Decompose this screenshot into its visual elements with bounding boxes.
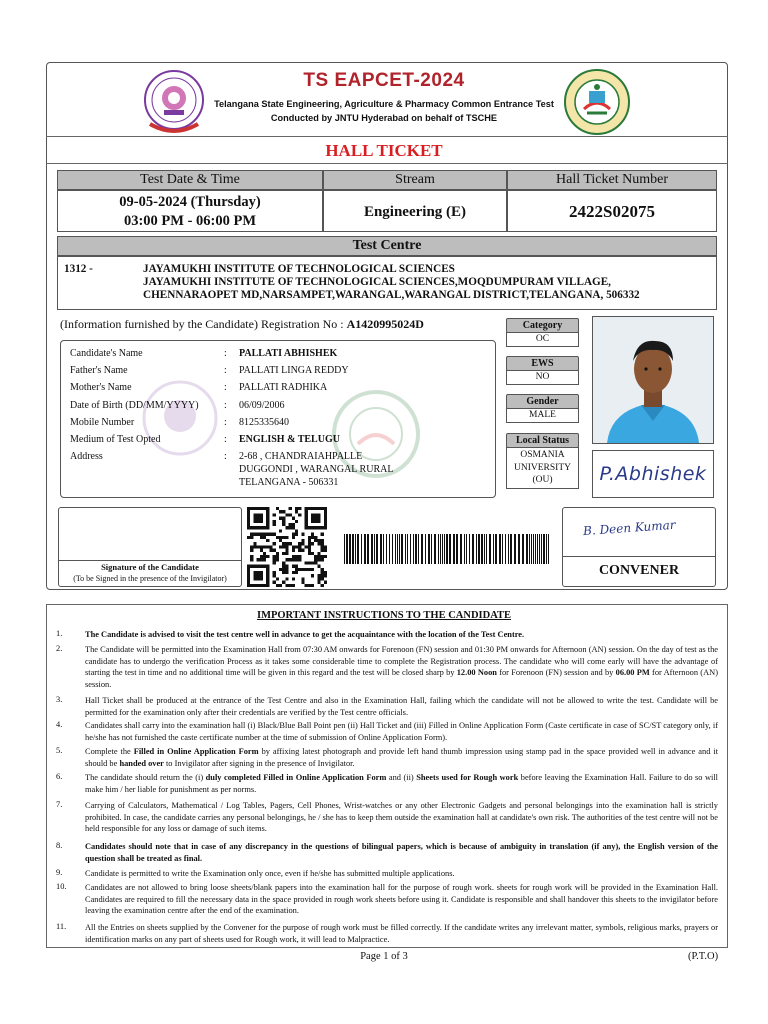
centre-code: 1312 - (64, 263, 93, 275)
centre-line-3: CHENNARAOPET MD,NARSAMPET,WARANGAL,WARANGAL DISTRICT,TELANGANA, 506332 (143, 289, 640, 301)
convener-area (562, 507, 716, 587)
exam-title: TS EAPCET-2024 (303, 70, 465, 91)
test-centre-header: Test Centre (57, 236, 717, 256)
colon: : (224, 400, 227, 411)
candidate-signature: P.Abhishek (599, 463, 707, 485)
address-line-1: 2-68 , CHANDRAIAHPALLE (239, 451, 363, 462)
registration-line (60, 317, 424, 332)
divider (46, 163, 728, 164)
label-father-name: Father's Name (70, 365, 128, 376)
colon: : (224, 451, 227, 462)
local-status-line: OSMANIA (520, 450, 565, 460)
label-mother-name: Mother's Name (70, 382, 132, 393)
registration-number: A1420995024D (346, 317, 424, 331)
colon: : (224, 382, 227, 393)
gender-value: MALE (506, 408, 579, 423)
category-value: OC (506, 332, 579, 347)
page-number: Page 1 of 3 (360, 951, 408, 962)
instruction-number: 6. (56, 772, 63, 781)
convener-divider (563, 556, 715, 557)
col-header-stream: Stream (323, 170, 507, 190)
signature-caption: Signature of the Candidate (101, 562, 199, 572)
instruction-number: 9. (56, 868, 63, 877)
address-line-2: DUGGONDI , WARANGAL RURAL (239, 464, 394, 475)
medium: ENGLISH & TELUGU (239, 434, 340, 445)
instructions-title: IMPORTANT INSTRUCTIONS TO THE CANDIDATE (256, 610, 512, 621)
label-mobile: Mobile Number (70, 417, 135, 428)
stream-cell (323, 190, 507, 232)
test-date: 09-05-2024 (Thursday) (119, 194, 261, 210)
instruction-text: The Candidate will be permitted into the Examination Hall from 07:30 AM onwards for Forenoon (FN) session and 01:30 PM onwards for Afternoon (AN) session. On the day of test as the candidate has to undergo the verification Process as it takes some considerable time to complete the Registration process. The candidate who will come early will have the advantage of starting the test in time and no additional time will be given in this regard and the test will be closed sharp by 12.00 Noon for Forenoon (FN) session and by 06.00 PM for Afternoon (AN) session. (85, 645, 718, 689)
gender-label: Gender (506, 394, 579, 409)
mother-name: PALLATI RADHIKA (239, 382, 328, 393)
instruction-text: Carrying of Calculators, Mathematical / Log Tables, Pagers, Cell Phones, Wrist-watches or any other Electronic Gadgets and personal belongings into the examination hall is strictly prohibited. In case, the candidate carries any personal belongings, he / she has to keep them outside the examination hall at candidate's own risk. The authorities of the test centre will not be held responsible for any loss or damage of such items. (85, 801, 718, 833)
dob: 06/09/2006 (239, 400, 285, 411)
instruction-number: 4. (56, 720, 63, 729)
candidate-signature-box (592, 450, 714, 498)
instruction-text: Complete the Filled in Online Application Form by affixing latest photograph and provide left hand thumb impression using stamp pad in the space provided well in advance and it should be handed over to Invigilator after signing in the presence of Invigilator. (85, 747, 718, 768)
category-label: Category (506, 318, 579, 333)
instruction-number: 10. (56, 882, 67, 891)
colon: : (224, 417, 227, 428)
qr-code (247, 507, 327, 587)
colon: : (224, 365, 227, 376)
label-address: Address (70, 451, 103, 462)
registration-label: (Information furnished by the Candidate) Registration No : (60, 317, 344, 331)
signature-line (59, 560, 241, 561)
father-name: PALLATI LINGA REDDY (239, 365, 349, 376)
instruction-text: Candidate is permitted to write the Examination only once, even if he/she has submitted multiple applications. (85, 869, 455, 878)
test-time: 03:00 PM - 06:00 PM (123, 213, 257, 229)
local-status-line: (OU) (532, 475, 553, 485)
col-header-htno: Hall Ticket Number (507, 170, 717, 190)
instruction-text: Candidates shall carry into the examination hall (i) Black/Blue Ball Point pen (ii) Hall Ticket and (iii) Filled in Online Application Form (Caste certificate in case of SC/ST category only, if he/she has not furnished the caste certificate number at the time of submission of Online Application Form). (85, 721, 718, 742)
instruction-text: The Candidate is advised to visit the test centre well in advance to get the acquaintance with the location of the Test Centre. (85, 630, 525, 639)
centre-line-2: JAYAMUKHI INSTITUTE OF TECHNOLOGICAL SCIENCES,MOQDUMPURAM VILLAGE, (143, 276, 611, 288)
pto-label: (P.T.O) (688, 951, 719, 962)
label-dob: Date of Birth (DD/MM/YYYY) (70, 400, 199, 411)
convener-signature: B. Deen Kumar (582, 517, 676, 539)
instruction-text: All the Entries on sheets supplied by the Convener for the purpose of rough work must be filled correctly. If the candidate writes any irrelevant matter, symbols, religious marks, prayers or identification marks on any part of sheets used for Rough work, it will lead to Malpractice. (85, 923, 718, 944)
instruction-number: 5. (56, 746, 63, 755)
label-medium: Medium of Test Opted (70, 434, 161, 445)
local-status-label: Local Status (506, 433, 579, 448)
candidate-photo (592, 316, 714, 444)
instruction-number: 2. (56, 644, 63, 653)
watermark-jntu-icon (140, 378, 220, 458)
instruction-text: Hall Ticket shall be produced at the entrance of the Test Centre and also in the Examination Hall, failing which the candidate will not be allowed to write the test. Candidate will be permitted for the examination only after their credentials are verified by the Test centre officials. (85, 696, 718, 717)
ews-value: NO (506, 370, 579, 385)
htno-cell (507, 190, 717, 232)
hall-ticket-number: 2422S02075 (569, 202, 655, 221)
instruction-number: 8. (56, 841, 63, 850)
instruction-number: 3. (56, 695, 63, 704)
centre-line-1: JAYAMUKHI INSTITUTE OF TECHNOLOGICAL SCIENCES (143, 263, 455, 275)
signature-caption-note: (To be Signed in the presence of the Invigilator) (73, 574, 227, 583)
candidate-signature-area (58, 507, 242, 587)
instruction-text: Candidates should note that in case of any discrepancy in the questions of bilingual papers, which is because of ambiguity in translation (if any), the English version of the question shall be treated as final. (85, 842, 718, 863)
colon: : (224, 434, 227, 445)
doc-title: HALL TICKET (325, 141, 443, 160)
local-status-line: UNIVERSITY (514, 462, 571, 473)
divider (46, 136, 728, 137)
stream-value: Engineering (E) (363, 204, 467, 220)
mobile-number: 8125335640 (239, 417, 289, 428)
instruction-number: 1. (56, 629, 63, 638)
col-header-date: Test Date & Time (57, 170, 323, 190)
convener-label: CONVENER (598, 563, 680, 578)
colon: : (224, 348, 227, 359)
barcode (342, 534, 554, 564)
label-candidate-name: Candidate's Name (70, 348, 143, 359)
candidate-name: PALLATI ABHISHEK (239, 348, 338, 359)
instruction-number: 7. (56, 800, 63, 809)
exam-subtitle: Telangana State Engineering, Agriculture & Pharmacy Common Entrance Test (214, 99, 554, 109)
local-status-value (506, 447, 579, 489)
instruction-number: 11. (56, 922, 67, 931)
instruction-text: The candidate should return the (i) duly completed Filled in Online Application Form and (ii) Sheets used for Rough work before leaving the Examination Hall. Failure to do so will make him / her liable for punishment as per norms. (85, 773, 719, 794)
test-date-cell (57, 190, 323, 232)
address-line-3: TELANGANA - 506331 (239, 477, 339, 488)
ews-label: EWS (506, 356, 579, 371)
conducted-by: Conducted by JNTU Hyderabad on behalf of TSCHE (270, 113, 498, 123)
instruction-text: Candidates are not allowed to bring loose sheets/blank papers into the examination hall for the purpose of rough work. sheets for rough work will be provided in the Examination Hall. Candidates are required to fill the necessary data in the space provided in rough work sheets before using it. Candidate is responsible and shall handover this sheets to the invigilator before leaving the examination centre after the end of the examination. (85, 883, 718, 915)
